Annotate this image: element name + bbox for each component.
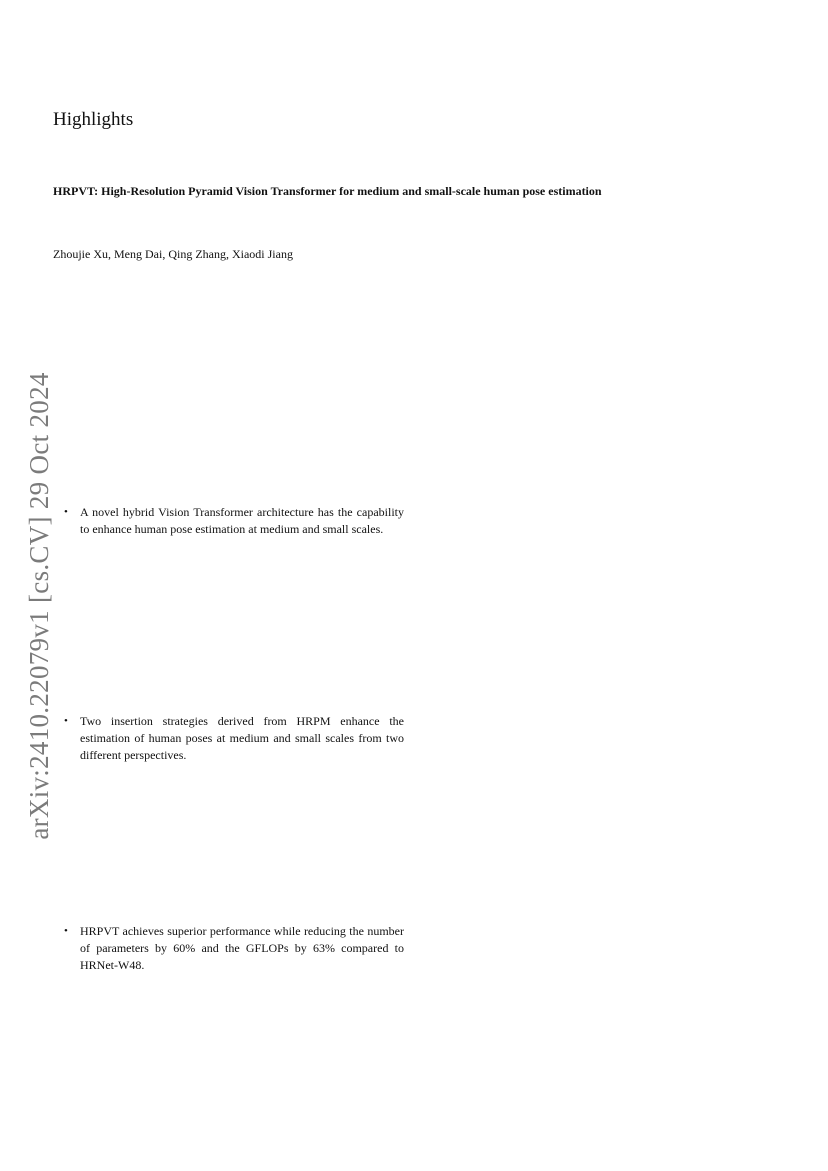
- arxiv-identifier-stamp: arXiv:2410.22079v1 [cs.CV] 29 Oct 2024: [24, 372, 54, 840]
- highlights-heading: Highlights: [53, 109, 134, 130]
- bullet-icon: •: [64, 715, 68, 727]
- author-list: Zhoujie Xu, Meng Dai, Qing Zhang, Xiaodi Jiang: [53, 247, 293, 261]
- highlight-item: [64, 504, 404, 538]
- paper-title: HRPVT: High-Resolution Pyramid Vision Transformer for medium and small-scale human pose estimation: [53, 184, 602, 198]
- bullet-icon: •: [64, 925, 68, 937]
- highlight-text: A novel hybrid Vision Transformer architecture has the capability to enhance human pose estimation at medium and small scales.: [80, 505, 404, 536]
- highlight-text: Two insertion strategies derived from HRPM enhance the estimation of human poses at medium and small scales from two different perspectives.: [80, 714, 404, 762]
- highlight-item: [64, 923, 404, 974]
- highlight-item: [64, 713, 404, 764]
- bullet-icon: •: [64, 506, 68, 518]
- highlight-text: HRPVT achieves superior performance while reducing the number of parameters by 60% and the GFLOPs by 63% compared to HRNet-W48.: [80, 924, 404, 972]
